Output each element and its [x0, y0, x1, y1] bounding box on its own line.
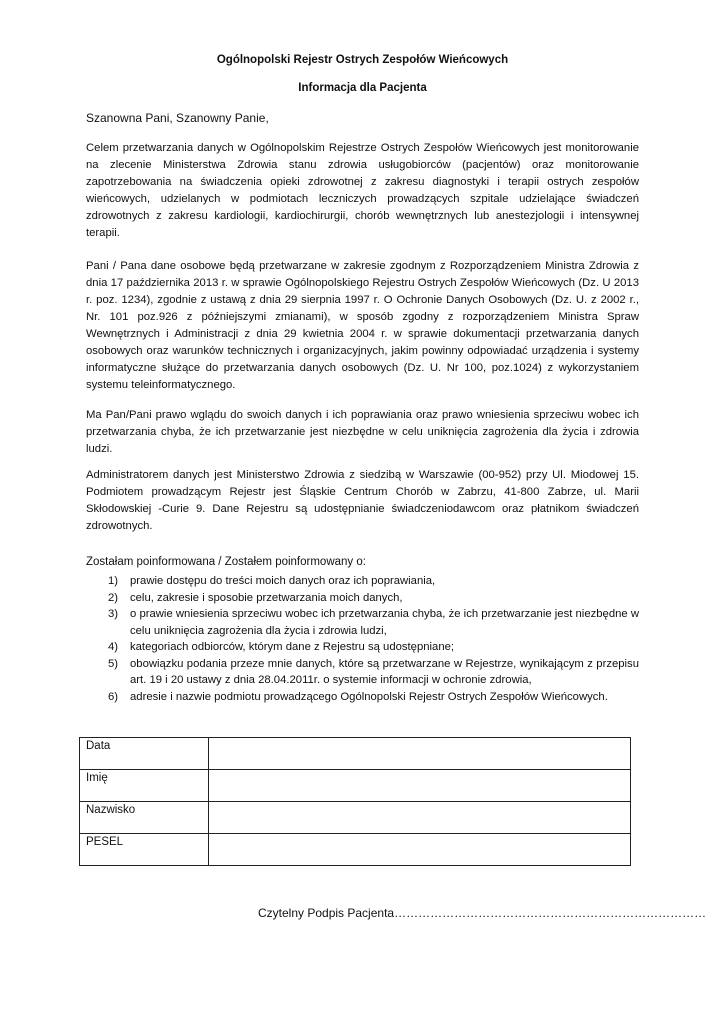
date-label: Data — [80, 738, 209, 770]
table-row — [80, 802, 631, 834]
list-text: celu, zakresie i sposobie przetwarzania moich danych, — [130, 591, 403, 604]
date-field[interactable] — [209, 738, 631, 770]
last-name-field[interactable] — [209, 802, 631, 834]
list-text: o prawie wniesienia sprzeciwu wobec ich przetwarzania chyba, że ich przetwarzanie jest niezbędne w celu uniknięcia zagrożenia dla życia i zdrowia ludzi, — [130, 608, 639, 637]
last-name-label: Nazwisko — [80, 802, 209, 834]
paragraph-rights: Ma Pan/Pani prawo wglądu do swoich danych i ich poprawiania oraz prawo wniesienia sprzeciwu wobec ich przetwarzania chyba, że ich przetwarzanie jest niezbędne w celu uniknięcia zagrożenia dla życia i zdrowia ludzi. — [86, 409, 639, 455]
list-text: kategoriach odbiorców, którym dane z Rejestru są udostępniane; — [130, 641, 455, 653]
list-item — [86, 590, 639, 607]
list-item — [86, 573, 639, 590]
table-row — [80, 738, 631, 770]
pesel-field[interactable] — [209, 834, 631, 866]
list-number: 3) — [108, 608, 119, 620]
first-name-label: Imię — [80, 770, 209, 802]
table-row — [80, 834, 631, 866]
signature-line: Czytelny Podpis Pacjenta…………………………………………………………………… — [258, 906, 707, 920]
paragraph-legal-basis: Pani / Pana dane osobowe będą przetwarzane w zakresie zgodnym z Rozporządzeniem Ministra Zdrowia z dnia 17 października 2013 r. w sprawie Ogólnopolskiego Rejestru Ostrych Zespołów Wieńcowych (Dz. U 2013 r. poz. 1234), zgodnie z ustawą z dnia 29 sierpnia 1997 r. O Ochronie Danych Osobowych (Dz. U. z 2002 r., Nr. 101 poz.926 z późniejszymi zmianami), w sposób zgodny z rozporządzeniem Ministra Spraw Wewnętrznych i Administracji z dnia 29 kwietnia 2004 r. w sprawie dokumentacji przetwarzania danych osobowych oraz warunków technicznych i organizacyjnych, jakim powinny odpowiadać urządzenia i systemy informatyczne służące do przetwarzania danych osobowych (Dz. U. Nr 100, poz.1024) z wykorzystaniem systemu teleinformatycznego. — [86, 260, 639, 391]
first-name-field[interactable] — [209, 770, 631, 802]
pesel-label: PESEL — [80, 834, 209, 866]
list-item — [86, 656, 639, 689]
info-intro: Zostałam poinformowana / Zostałem poinformowany o: — [86, 556, 366, 568]
list-number: 6) — [108, 690, 119, 703]
list-item — [86, 606, 639, 639]
greeting: Szanowna Pani, Szanowny Panie, — [86, 111, 269, 125]
list-number: 1) — [108, 575, 119, 587]
list-number: 4) — [108, 641, 119, 653]
document-title: Ogólnopolski Rejestr Ostrych Zespołów Wieńcowych — [216, 54, 509, 66]
list-text: prawie dostępu do treści moich danych oraz ich poprawiania, — [130, 575, 436, 587]
paragraph-purpose: Celem przetwarzania danych w Ogólnopolskim Rejestrze Ostrych Zespołów Wieńcowych jest monitorowanie na zlecenie Ministerstwa Zdrowia stanu zdrowia usługobiorców (pacjentów) oraz monitorowanie zapotrzebowania na świadczenia opieki zdrowotnej z zakresu diagnostyki i terapii ostrych zespołów wieńcowych, udzielanych w podmiotach leczniczych prowadzących szpitale udzielające świadczeń zdrowotnych z zakresu kardiologii, kardiochirurgii, chorób wewnętrznych lub anestezjologii i intensywnej terapii. — [86, 142, 639, 239]
list-text: obowiązku podania przeze mnie danych, które są przetwarzane w Rejestrze, wynikającym z przepisu art. 19 i 20 ustawy z dnia 28.04.2011r. o systemie informacji w ochronie zdrowia, — [130, 657, 639, 686]
paragraph-administrator: Administratorem danych jest Ministerstwo Zdrowia z siedzibą w Warszawie (00-952) przy Ul. Miodowej 15. Podmiotem prowadzącym Rejestr jest Śląskie Centrum Chorób w Zabrzu, 41-800 Zabrze, ul. Marii Skłodowskiej -Curie 9. Dane Rejestru są udostępnianie świadczeniodawcom oraz płatnikom świadczeń zdrowotnych. — [86, 469, 639, 532]
list-item — [86, 689, 639, 706]
table-row — [80, 770, 631, 802]
list-item — [86, 639, 639, 656]
list-number: 2) — [108, 591, 119, 604]
info-list — [86, 573, 639, 705]
patient-data-table — [79, 737, 631, 866]
document-subtitle: Informacja dla Pacjenta — [298, 82, 427, 94]
list-text: adresie i nazwie podmiotu prowadzącego Ogólnopolski Rejestr Ostrych Zespołów Wieńcowych. — [130, 690, 608, 703]
list-number: 5) — [108, 657, 119, 670]
